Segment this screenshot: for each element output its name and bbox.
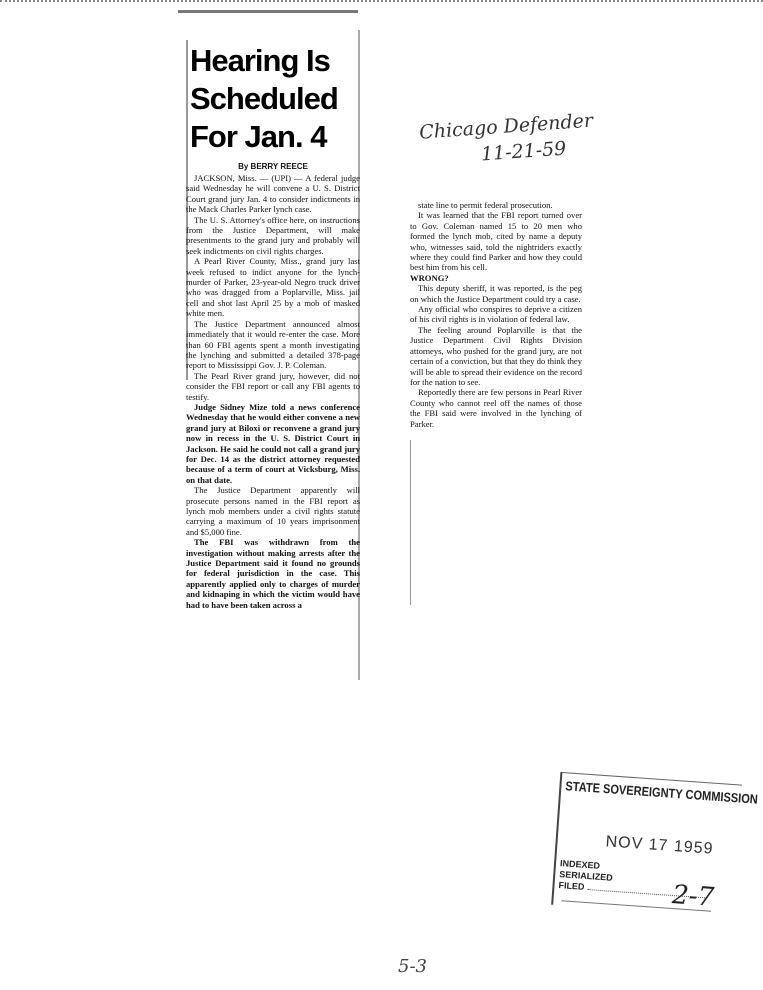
headline-line: Scheduled [190, 81, 338, 116]
paragraph: state line to permit federal prosecution. [418, 200, 553, 210]
clipping-top-rule [178, 10, 358, 13]
paragraph: Any official who conspires to deprive a citizen of his civil rights is in violation of federal law. [410, 304, 582, 325]
subhead: WRONG? [410, 272, 449, 283]
paragraph: The U. S. Attorney's office here, on instructions from the Justice Department, will make presentments to the grand jury and probably will seek indictments on civil rights charges. [186, 214, 360, 256]
headline-line: Hearing Is [190, 43, 330, 78]
paragraph: This deputy sheriff, it was reported, is the peg on which the Justice Department could try a case. [410, 283, 582, 304]
column-1-body [186, 173, 360, 610]
paragraph: The FBI was withdrawn from the investigation without making arrests after the Justice Department said it found no grounds for federal jurisdiction in the case. This apparently applied only to charges of murder and kidnaping in which the victim would have had to have been taken across a [186, 537, 360, 610]
headline-line: For Jan. 4 [190, 119, 327, 154]
handwritten-source-note [418, 104, 641, 171]
paragraph: The Justice Department announced almost immediately that it would re-enter the case. More than 60 FBI agents spent a month investigating the lynching and submitted a detailed 378-page report to Mississippi Gov. J. P. Coleman. [186, 318, 360, 371]
stamp-field-label: SERIALIZED [558, 869, 614, 883]
paragraph: Judge Sidney Mize told a news conference Wednesday that he would either convene a new grand jury at Biloxi or reconvene a grand jury now in recess in the U. S. District Court in Jackson. He said he could not call a grand jury for Dec. 14 as the district attorney requested because of a term of court at Vicksburg, Miss. on that date. [186, 401, 360, 485]
paragraph: The Justice Department apparently will prosecute persons named in the FBI report as lynch mob members under a civil rights statute carrying a maximum of 10 years imprisonment and $5,000 fine. [186, 485, 360, 537]
article-column-2 [410, 200, 582, 610]
paragraph: The feeling around Poplarville is that the Justice Department Civil Rights Division attorneys, who pushed for the grand jury, are not certain of a conviction, but that they do think they will be able to spread their evidence on the record for the nation to see. [410, 324, 582, 387]
stamp-date: NOV 17 1959 [605, 833, 714, 858]
stamp-file-number: 2-7 [671, 880, 715, 913]
headline [190, 42, 360, 156]
stamp-title: STATE SOVEREIGNTY COMMISSION [564, 778, 759, 807]
commission-stamp [540, 771, 759, 935]
page-top-edge [0, 0, 763, 5]
paragraph: A Pearl River County, Miss., grand jury last week refused to indict anyone for the lynch-murder of Parker, 23-year-old Negro truck driver who was dragged from a Poplarville, Miss. jail cell and shot last April 25 by a mob of masked white men. [186, 256, 360, 319]
article-column-1 [186, 20, 360, 880]
column-2-body [410, 200, 582, 429]
paragraph: Reportedly there are few persons in Pearl River County who cannot reel off the names of those the FBI said were involved in the lynching of Parker. [410, 387, 582, 429]
paragraph: It was learned that the FBI report turned over to Gov. Coleman named 15 to 20 men who formed the lynch mob, cited by name a deputy who, witnesses said, told the nightriders exactly where they could find Parker and how they could best him from his cell. [410, 210, 582, 273]
paragraph: JACKSON, Miss. — (UPI) — A federal judge said Wednesday he will convene a U. S. District Court grand jury Jan. 4 to consider indictments in the Mack Charles Parker lynch case. [186, 173, 360, 215]
byline: By BERRY REECE [238, 162, 308, 171]
stamp-field-label: FILED [558, 880, 585, 892]
page-number: 5-3 [398, 956, 427, 977]
handwritten-date: 11-21-59 [480, 137, 567, 166]
stamp-field-label: INDEXED [559, 858, 601, 871]
handwritten-publication: Chicago Defender [418, 109, 594, 144]
paragraph: The Pearl River grand jury, however, did not consider the FBI report or call any FBI agents to testify. [186, 370, 360, 402]
